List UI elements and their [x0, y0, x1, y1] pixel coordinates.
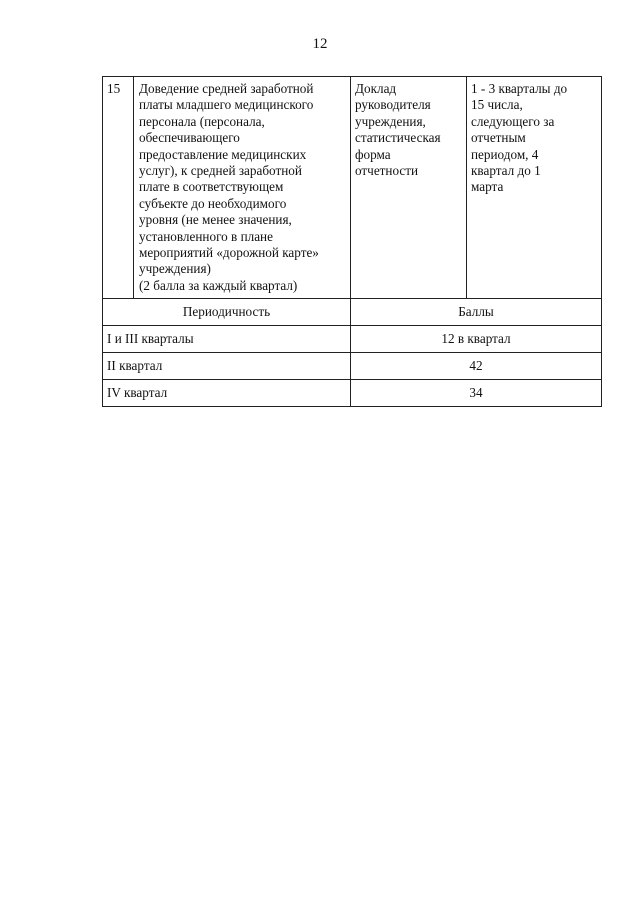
scores-row: [103, 353, 602, 380]
points-cell: 42: [351, 353, 602, 380]
deadline-line: марта: [471, 179, 504, 195]
deadline-line: периодом, 4: [471, 146, 539, 162]
description-line: (2 балла за каждый квартал): [139, 277, 298, 293]
deadline-line: следующего за: [471, 113, 555, 129]
description-line: услуг), к средней заработной: [139, 163, 302, 179]
deadline-line: квартал до 1: [471, 163, 541, 179]
source-line: отчетности: [355, 163, 419, 179]
source-line: учреждения,: [355, 113, 426, 129]
deadline-line: 15 числа,: [471, 97, 523, 113]
period-cell: IV квартал: [103, 380, 351, 407]
description-line: обеспечивающего: [139, 130, 240, 146]
source-line: руководителя: [355, 97, 431, 113]
description-line: уровня (не менее значения,: [139, 212, 292, 228]
scores-header-row: [103, 299, 602, 326]
description-line: плате в соответствующем: [139, 179, 284, 195]
scores-row: [103, 380, 602, 407]
periodicity-header: Периодичность: [103, 299, 351, 326]
criterion-number: 15: [103, 77, 134, 299]
source-line: форма: [355, 146, 391, 162]
criteria-table: [102, 76, 602, 407]
scores-row: [103, 326, 602, 353]
criterion-source: [351, 77, 467, 299]
period-cell: I и III кварталы: [103, 326, 351, 353]
source-line: статистическая: [355, 130, 441, 146]
description-line: учреждения): [139, 261, 211, 277]
description-line: Доведение средней заработной: [139, 81, 314, 96]
description-line: мероприятий «дорожной карте»: [139, 245, 319, 261]
criterion-row: [103, 77, 602, 299]
page-number: 12: [312, 36, 328, 52]
period-cell: II квартал: [103, 353, 351, 380]
description-line: установленного в плане: [139, 228, 273, 244]
deadline-line: 1 - 3 кварталы до: [471, 81, 568, 96]
points-header: Баллы: [351, 299, 602, 326]
description-line: платы младшего медицинского: [139, 97, 314, 113]
description-line: персонала (персонала,: [139, 113, 265, 129]
points-cell: 34: [351, 380, 602, 407]
deadline-line: отчетным: [471, 130, 526, 146]
criterion-description: [134, 77, 351, 299]
description-line: субъекте до необходимого: [139, 195, 287, 211]
source-line: Доклад: [355, 81, 397, 96]
description-line: предоставление медицинских: [139, 146, 307, 162]
criterion-deadline: [467, 77, 602, 299]
points-cell: 12 в квартал: [351, 326, 602, 353]
